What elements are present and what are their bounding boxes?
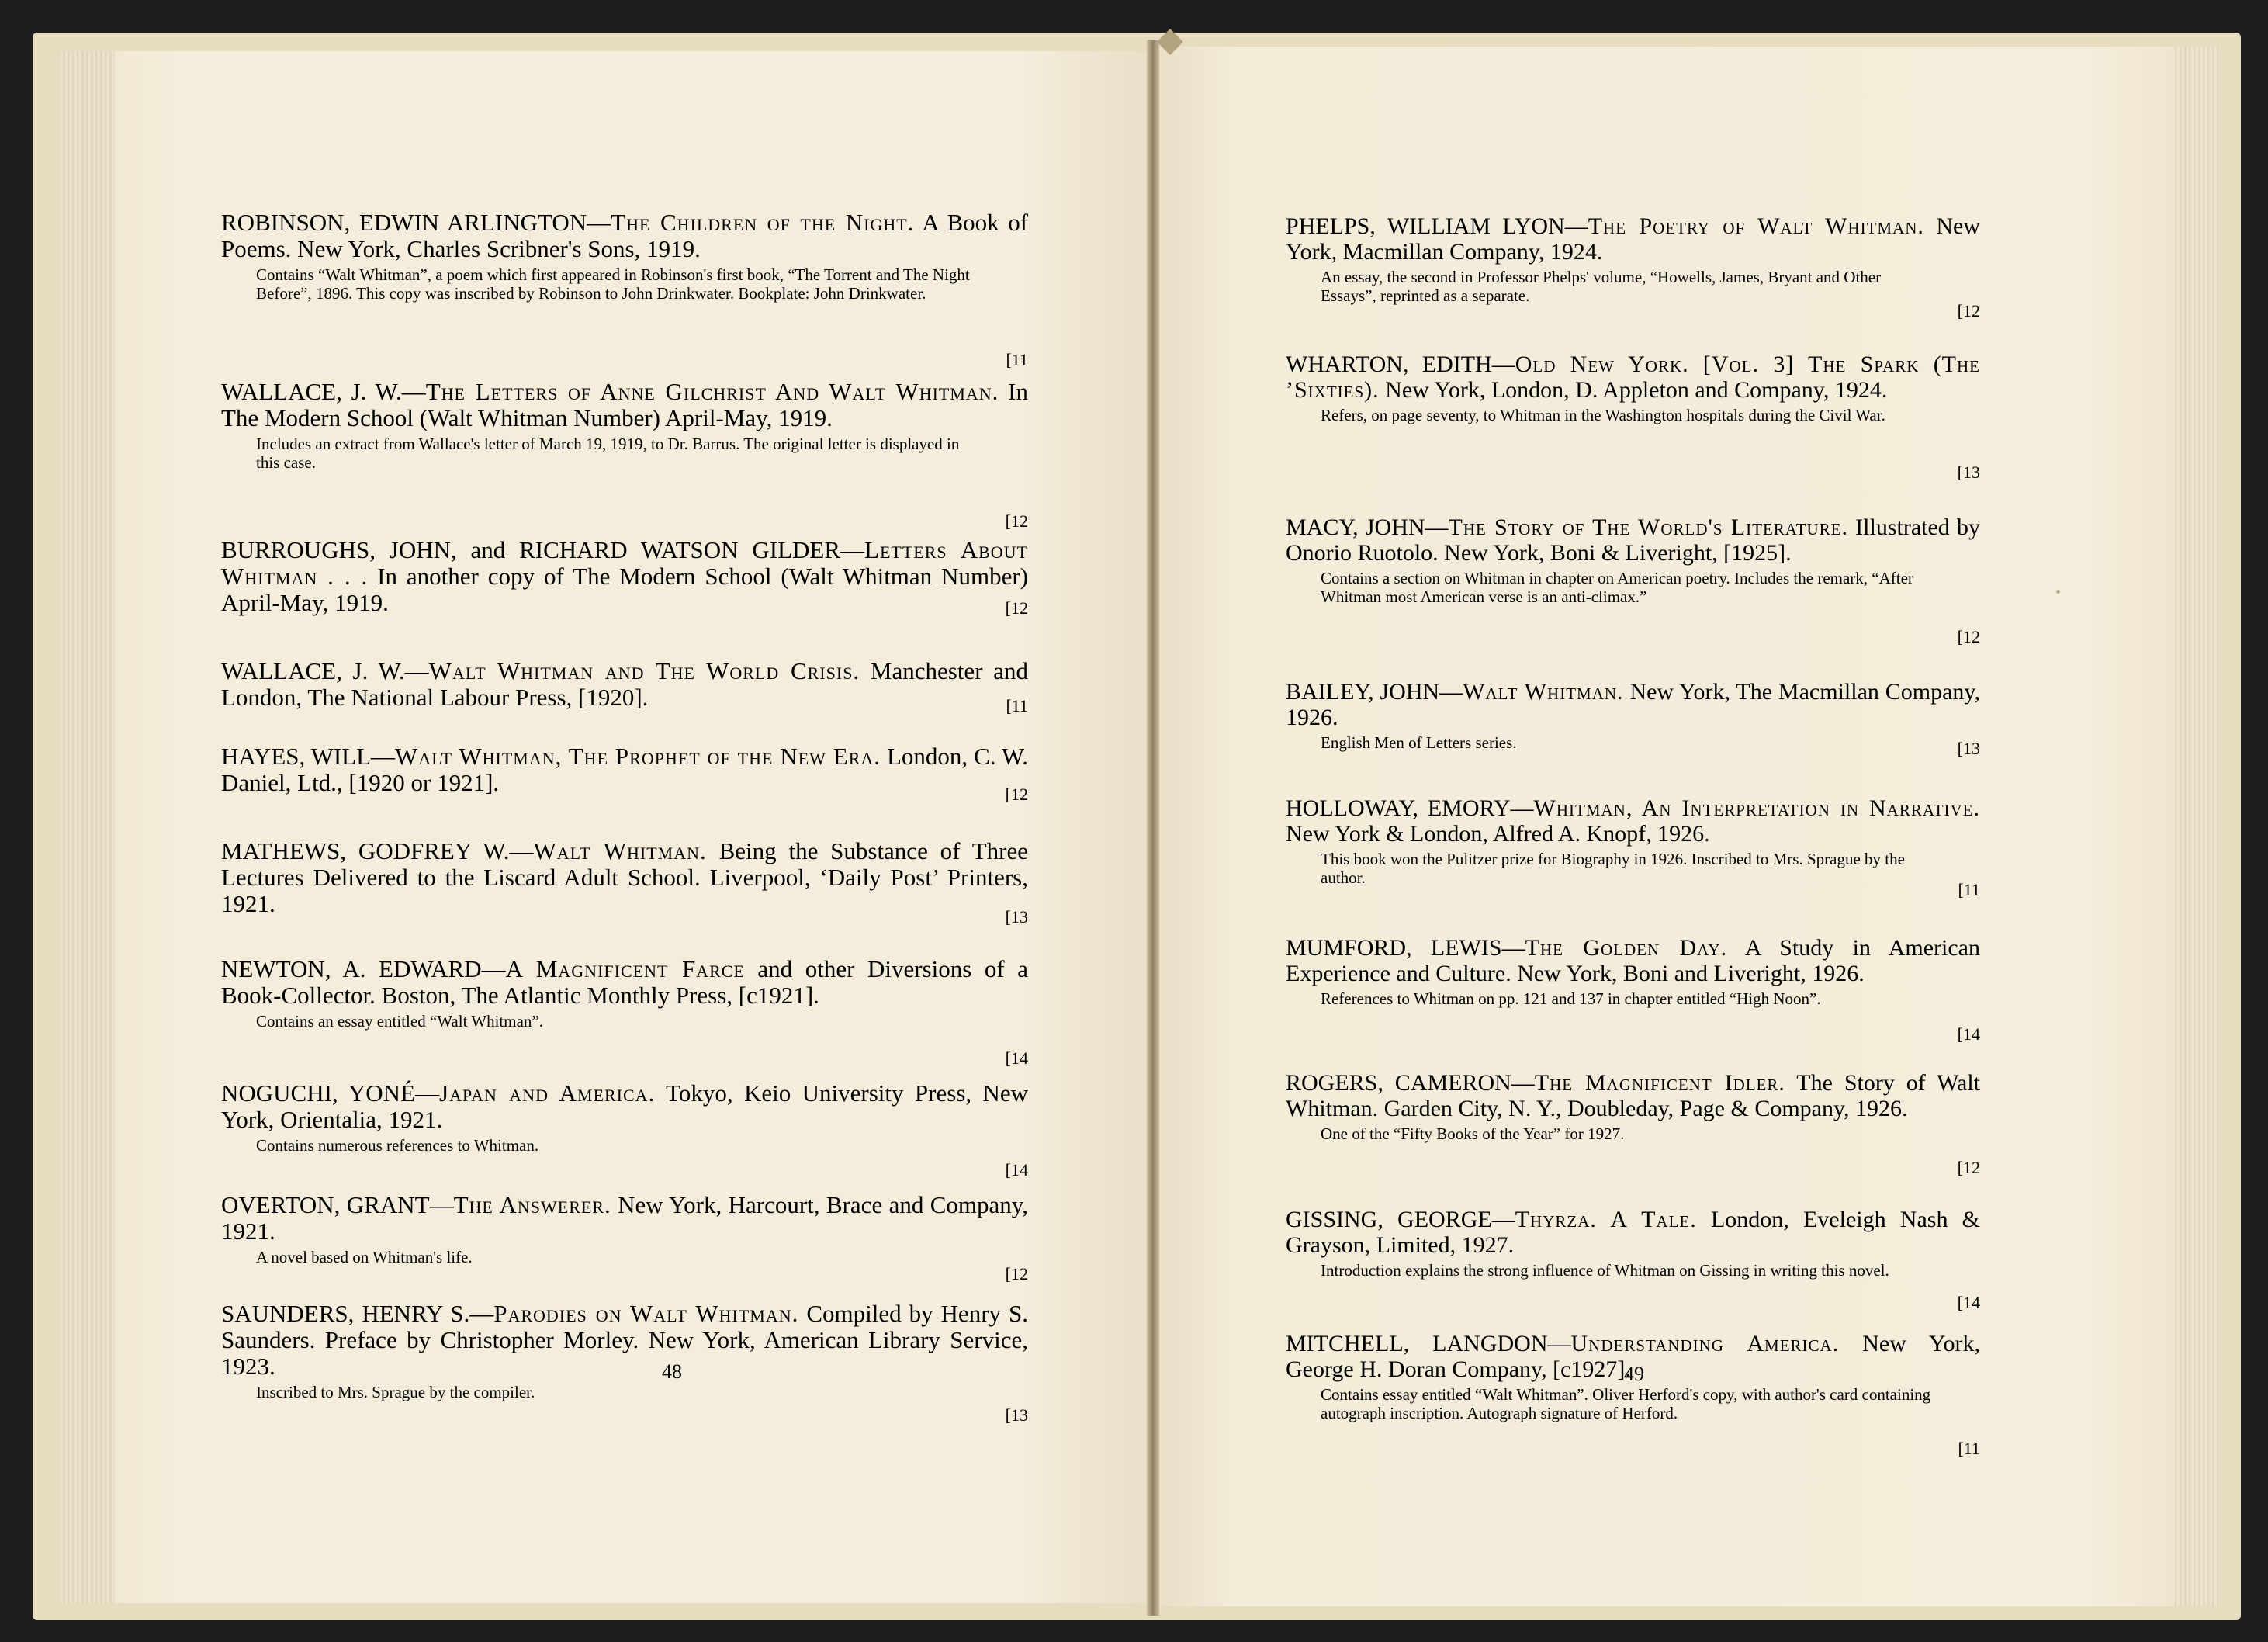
entry-author: GISSING, GEORGE— bbox=[1286, 1207, 1515, 1232]
entry-author: ROGERS, CAMERON— bbox=[1286, 1070, 1535, 1096]
entry-citation bbox=[221, 369, 1028, 431]
shelf-mark: [12 bbox=[1005, 598, 1028, 618]
entry-title: Walt Whitman. bbox=[533, 837, 707, 864]
bibliography-entry bbox=[221, 838, 1028, 956]
bibliography-entry bbox=[1286, 1331, 1980, 1461]
entry-title: The Golden Day. bbox=[1525, 935, 1728, 961]
entry-imprint: In The Modern School (Walt Whitman Number) April-May, 1919. bbox=[221, 378, 1028, 431]
entry-citation bbox=[221, 838, 1028, 917]
entry-title: The Poetry of Walt Whitman. bbox=[1588, 213, 1924, 239]
entry-imprint: A Book of Poems. New York, Charles Scribner's Sons, 1919. bbox=[221, 209, 1029, 262]
entry-author: NOGUCHI, YONÉ— bbox=[221, 1079, 439, 1107]
entry-imprint: New York, Harcourt, Brace and Company, 1921. bbox=[221, 1191, 1028, 1245]
entry-imprint: The Story of Walt Whitman. Garden City, N. Y., Doubleday, Page & Company, 1926. bbox=[1286, 1070, 1980, 1121]
entry-note: Refers, on page seventy, to Whitman in the Washington hospitals during the Civil War. bbox=[1321, 406, 1885, 424]
entry-author: OVERTON, GRANT— bbox=[221, 1191, 454, 1218]
entry-note: References to Whitman on pp. 121 and 137 in chapter entitled “High Noon”. bbox=[1321, 989, 1821, 1008]
entry-note: Contains “Walt Whitman”, a poem which first appeared in Robinson's first book, “The Torrent and The Night Before”, 1896. This copy was inscribed by Robinson to John Drinkwater. Bookplate: John Drinkwater. bbox=[256, 265, 970, 303]
book-gutter bbox=[1147, 40, 1159, 1616]
entry-title: Walt Whitman, The Prophet of the New Era. bbox=[395, 743, 881, 770]
shelf-mark: [11 bbox=[1958, 1439, 1980, 1458]
entry-title: The Magnificent Idler. bbox=[1534, 1070, 1785, 1096]
bibliography-entry bbox=[1286, 1070, 1980, 1180]
entry-citation bbox=[1286, 679, 1980, 730]
entry-title: Old New York. [Vol. 3] The Spark (The ’Sixties). bbox=[1286, 352, 1981, 403]
entry-note: English Men of Letters series. bbox=[1321, 733, 1517, 752]
page-number: 49 bbox=[1624, 1363, 1644, 1385]
page-number: 48 bbox=[662, 1360, 682, 1383]
entry-citation bbox=[221, 210, 1028, 262]
entry-citation bbox=[1286, 795, 1980, 847]
bibliography-entry bbox=[1286, 514, 1980, 650]
entry-citation bbox=[1286, 514, 1980, 566]
entry-imprint: New York, London, D. Appleton and Company, 1924. bbox=[1379, 377, 1888, 403]
entry-author: WALLACE, J. W.— bbox=[221, 378, 426, 405]
bibliography-entry bbox=[1286, 352, 1980, 485]
entry-author: MACY, JOHN— bbox=[1286, 514, 1449, 540]
entry-title: Parodies on Walt Whitman. bbox=[493, 1300, 799, 1327]
entry-note: Contains essay entitled “Walt Whitman”. Oliver Herford's copy, with author's card containing autograph inscription. Autograph signature of Herford. bbox=[1321, 1385, 1931, 1422]
shelf-mark: [14 bbox=[1957, 1293, 1980, 1312]
entry-title: Understanding America. bbox=[1570, 1331, 1840, 1356]
shelf-mark: [12 bbox=[1005, 511, 1028, 531]
shelf-mark: [14 bbox=[1957, 1024, 1980, 1044]
entry-author: WHARTON, EDITH— bbox=[1286, 352, 1515, 377]
entry-author: HAYES, WILL— bbox=[221, 743, 396, 770]
entry-imprint: In another copy of The Modern School (Walt Whitman Number) April-May, 1919. bbox=[221, 563, 1029, 616]
entry-citation bbox=[221, 537, 1028, 616]
bibliography-entry bbox=[1286, 213, 1980, 324]
entry-citation bbox=[221, 658, 1028, 711]
shelf-mark: [13 bbox=[1005, 1405, 1028, 1425]
entry-author: WALLACE, J. W.— bbox=[221, 657, 429, 684]
entry-imprint: New York & London, Alfred A. Knopf, 1926. bbox=[1286, 821, 1710, 847]
entry-title: The Story of The World's Literature. bbox=[1448, 514, 1848, 540]
entry-author: MUMFORD, LEWIS— bbox=[1286, 935, 1525, 961]
paper-speck bbox=[2056, 590, 2060, 594]
entry-title: Letters About Whitman . . . bbox=[221, 536, 1028, 590]
entry-author: NEWTON, A. EDWARD— bbox=[221, 955, 506, 982]
entry-note: Contains numerous references to Whitman. bbox=[256, 1136, 539, 1155]
entry-note: An essay, the second in Professor Phelps' volume, “Howells, James, Bryant and Other Essays”, reprinted as a separate. bbox=[1321, 268, 1882, 305]
entry-imprint: Manchester and London, The National Labour Press, [1920]. bbox=[221, 657, 1028, 711]
bibliography-entry bbox=[221, 743, 1028, 838]
bibliography-entry bbox=[221, 956, 1028, 1071]
entry-imprint: and other Diversions of a Book-Collector. Boston, The Atlantic Monthly Press, [c1921]. bbox=[221, 955, 1028, 1009]
entry-citation bbox=[221, 956, 1028, 1009]
shelf-mark: [12 bbox=[1957, 301, 1980, 320]
shelf-mark: [13 bbox=[1957, 739, 1980, 758]
entry-author: HOLLOWAY, EMORY— bbox=[1286, 795, 1534, 821]
entry-note: Contains an essay entitled “Walt Whitman”. bbox=[256, 1012, 543, 1031]
entry-imprint: London, Eveleigh Nash & Grayson, Limited, 1927. bbox=[1286, 1207, 1980, 1258]
bibliography-entry bbox=[221, 369, 1028, 537]
entry-title: Walt Whitman. bbox=[1463, 679, 1624, 705]
entry-author: SAUNDERS, HENRY S.— bbox=[221, 1300, 494, 1327]
entry-title: Japan and America. bbox=[439, 1079, 656, 1107]
entry-note: Inscribed to Mrs. Sprague by the compiler. bbox=[256, 1383, 535, 1401]
entry-author: PHELPS, WILLIAM LYON— bbox=[1286, 213, 1588, 239]
entry-imprint: New York, The Macmillan Company, 1926. bbox=[1286, 679, 1980, 730]
shelf-mark: [12 bbox=[1005, 785, 1028, 804]
bibliography-entry bbox=[221, 1080, 1028, 1187]
entry-imprint: Being the Substance of Three Lectures Delivered to the Liscard Adult School. Liverpool, ‘Daily Post’ Printers, 1921. bbox=[221, 837, 1028, 917]
entry-title: Thyrza. A Tale. bbox=[1515, 1207, 1697, 1232]
bibliography-entry bbox=[221, 537, 1028, 635]
entry-citation bbox=[1286, 1207, 1980, 1258]
entry-citation bbox=[221, 743, 1028, 796]
bibliography-entry bbox=[221, 1301, 1028, 1425]
entry-imprint: London, C. W. Daniel, Ltd., [1920 or 1921]. bbox=[221, 743, 1028, 796]
entry-note: A novel based on Whitman's life. bbox=[256, 1248, 473, 1266]
shelf-mark: [11 bbox=[1006, 696, 1028, 715]
entry-author: ROBINSON, EDWIN ARLINGTON— bbox=[221, 209, 611, 236]
entry-citation bbox=[1286, 352, 1980, 403]
entry-imprint: New York, Macmillan Company, 1924. bbox=[1286, 213, 1980, 265]
entry-title: A Magnificent Farce bbox=[505, 955, 745, 982]
entry-imprint: Compiled by Henry S. Saunders. Preface by Christopher Morley. New York, American Library Service, 1923. bbox=[221, 1300, 1028, 1380]
entry-citation bbox=[1286, 1070, 1980, 1121]
entry-author: MATHEWS, GODFREY W.— bbox=[221, 837, 534, 864]
page-edges-right bbox=[2173, 47, 2219, 1606]
entry-author: MITCHELL, LANGDON— bbox=[1286, 1331, 1571, 1356]
shelf-mark: [12 bbox=[1957, 1158, 1980, 1177]
shelf-mark: [13 bbox=[1957, 462, 1980, 482]
entry-note: One of the “Fifty Books of the Year” for 1927. bbox=[1321, 1124, 1625, 1143]
bibliography-entry bbox=[1286, 1207, 1980, 1315]
entry-author: BAILEY, JOHN— bbox=[1286, 679, 1463, 705]
shelf-mark: [14 bbox=[1005, 1048, 1028, 1068]
bibliography-entry bbox=[1286, 935, 1980, 1044]
entry-imprint: Tokyo, Keio University Press, New York, Orientalia, 1921. bbox=[221, 1079, 1028, 1133]
bibliography-entry bbox=[1286, 679, 1980, 761]
entry-citation bbox=[221, 1080, 1028, 1133]
shelf-mark: [13 bbox=[1005, 907, 1028, 927]
entry-title: Walt Whitman and The World Crisis. bbox=[428, 657, 860, 684]
left-page-entries bbox=[221, 210, 1028, 1425]
page-edges-left bbox=[61, 51, 115, 1603]
entry-title: The Answerer. bbox=[453, 1191, 611, 1218]
entry-title: Whitman, An Interpretation in Narrative. bbox=[1533, 795, 1981, 821]
entry-title: The Children of the Night. bbox=[611, 209, 915, 236]
entry-citation bbox=[221, 1192, 1028, 1245]
shelf-mark: [12 bbox=[1005, 1264, 1028, 1283]
entry-citation bbox=[1286, 213, 1980, 265]
entry-note: Includes an extract from Wallace's letter of March 19, 1919, to Dr. Barrus. The original letter is displayed in this case. bbox=[256, 435, 960, 472]
right-page-entries bbox=[1286, 213, 1980, 1461]
entry-citation bbox=[221, 1301, 1028, 1380]
shelf-mark: [12 bbox=[1957, 627, 1980, 646]
bibliography-entry bbox=[221, 210, 1028, 369]
entry-imprint: New York, George H. Doran Company, [c1927]. bbox=[1286, 1331, 1980, 1382]
entry-note: Introduction explains the strong influence of Whitman on Gissing in writing this novel. bbox=[1321, 1261, 1889, 1280]
entry-title: The Letters of Anne Gilchrist And Walt Whitman. bbox=[425, 378, 999, 405]
entry-imprint: A Study in American Experience and Culture. New York, Boni and Liveright, 1926. bbox=[1286, 935, 1980, 986]
entry-note: Contains a section on Whitman in chapter on American poetry. Includes the remark, “After Whitman most American verse is an anti-climax.” bbox=[1321, 569, 1913, 606]
entry-author: BURROUGHS, JOHN, and RICHARD WATSON GILDER— bbox=[221, 536, 865, 563]
shelf-mark: [14 bbox=[1005, 1160, 1028, 1180]
bibliography-entry bbox=[221, 658, 1028, 743]
bibliography-entry bbox=[1286, 795, 1980, 902]
bibliography-entry bbox=[221, 1192, 1028, 1288]
entry-citation bbox=[1286, 935, 1980, 986]
shelf-mark: [11 bbox=[1006, 350, 1028, 369]
entry-note: This book won the Pulitzer prize for Biography in 1926. Inscribed to Mrs. Sprague by the author. bbox=[1321, 850, 1905, 887]
entry-imprint: Illustrated by Onorio Ruotolo. New York, Boni & Liveright, [1925]. bbox=[1286, 514, 1980, 566]
shelf-mark: [11 bbox=[1958, 880, 1980, 899]
